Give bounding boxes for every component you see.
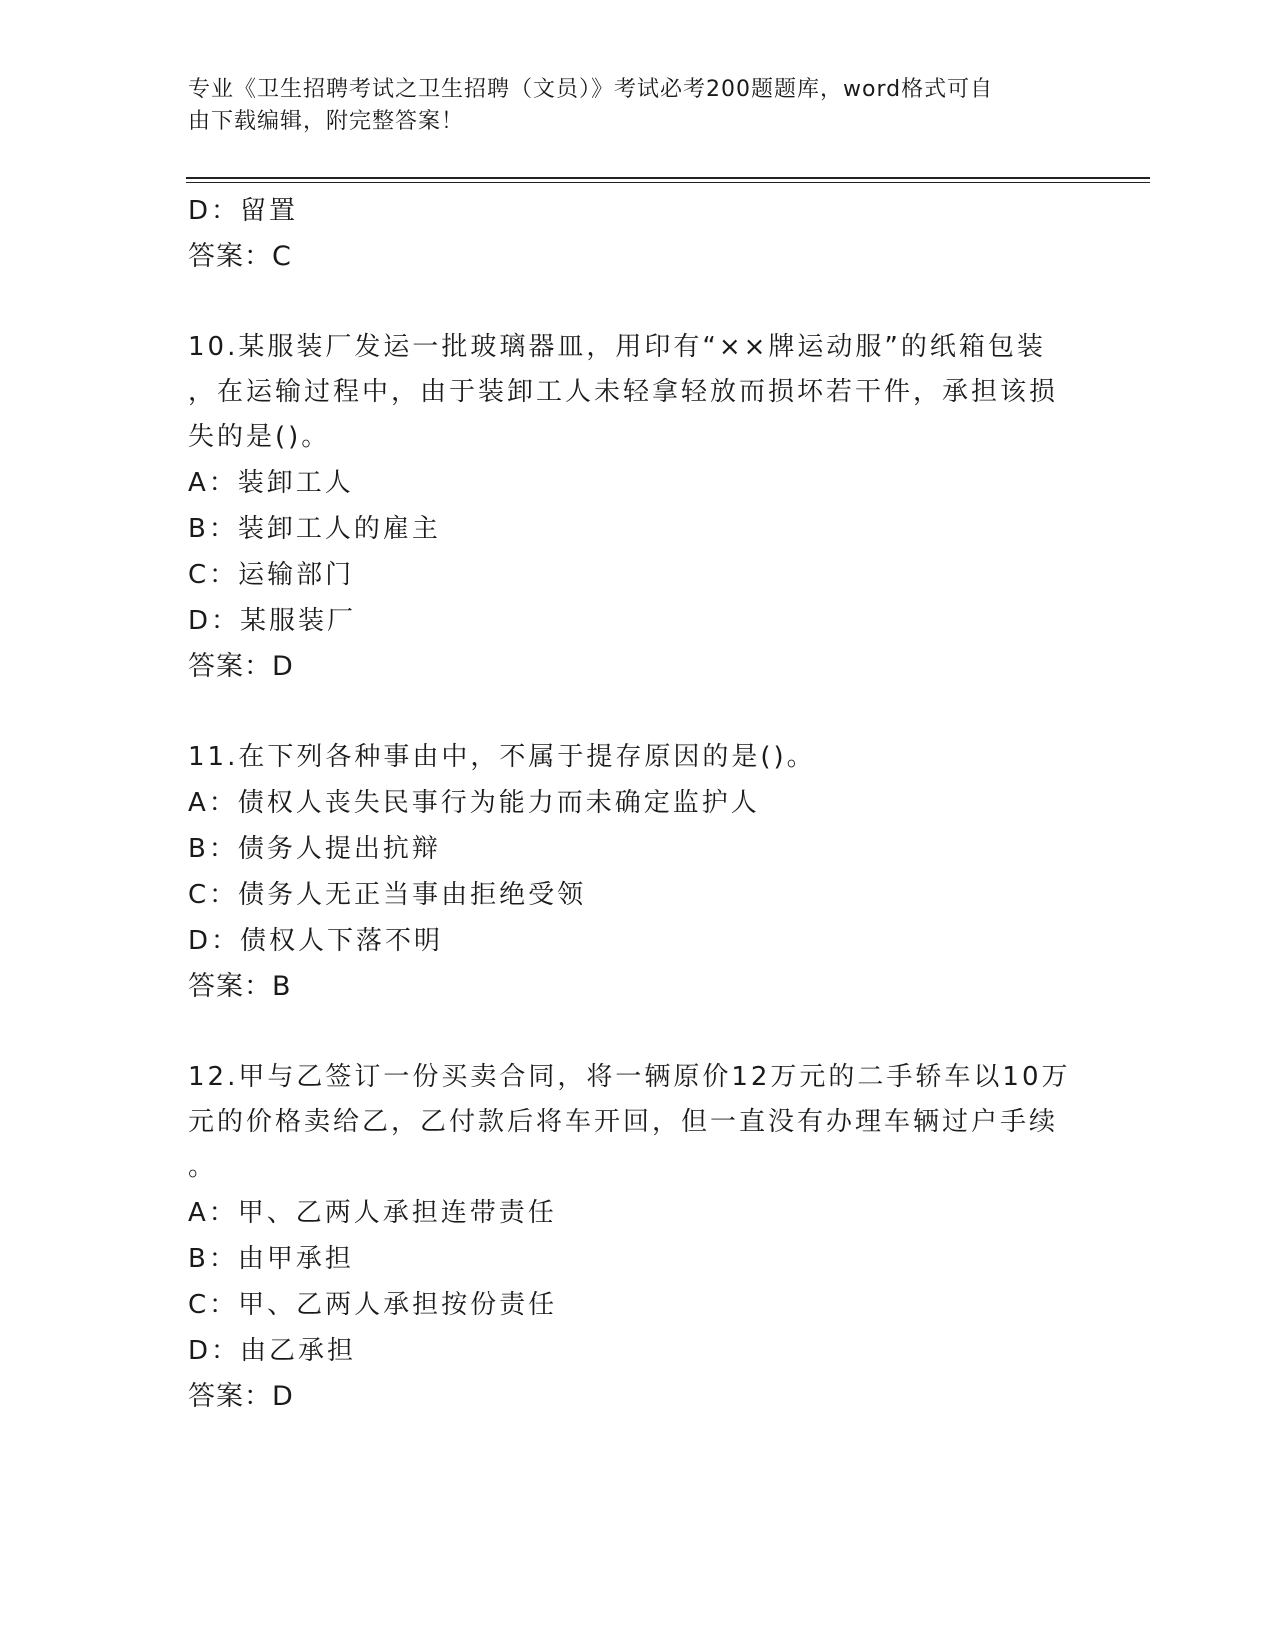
- option-c: C：甲、乙两人承担按份责任: [188, 1290, 558, 1320]
- option-a: A：装卸工人: [188, 468, 354, 498]
- header-divider-thick: [186, 177, 1150, 179]
- header-line-2: 由下载编辑，附完整答案！: [188, 109, 465, 134]
- question-text-line: 10.某服装厂发运一批玻璃器皿，用印有“××牌运动服”的纸箱包装: [188, 332, 1046, 362]
- prev-question-answer: 答案：C: [188, 241, 292, 272]
- question-text-line: ，在运输过程中，由于装卸工人未轻拿轻放而损坏若干件，承担该损: [188, 377, 1059, 407]
- spacer: [188, 1010, 1088, 1055]
- header-line-1: 专业《卫生招聘考试之卫生招聘（文员）》考试必考200题题库，word格式可自: [188, 77, 994, 102]
- prev-question-option-d: D：留置: [188, 196, 299, 226]
- answer: 答案：D: [188, 1381, 294, 1412]
- option-a: A：甲、乙两人承担连带责任: [188, 1198, 557, 1228]
- spacer: [188, 690, 1088, 735]
- spacer: [188, 280, 1088, 325]
- question-10: [188, 325, 1088, 690]
- question-content: [188, 188, 1088, 1420]
- option-d: D：某服装厂: [188, 606, 357, 636]
- option-c: C：债务人无正当事由拒绝受领: [188, 880, 587, 910]
- option-d: D：债权人下落不明: [188, 926, 444, 956]
- option-b: B：由甲承担: [188, 1244, 354, 1274]
- option-b: B：装卸工人的雇主: [188, 514, 441, 544]
- question-11: [188, 735, 1088, 1010]
- option-a: A：债权人丧失民事行为能力而未确定监护人: [188, 788, 760, 818]
- answer: 答案：D: [188, 651, 294, 682]
- option-b: B：债务人提出抗辩: [188, 834, 441, 864]
- header-divider-thin: [186, 182, 1150, 183]
- question-text-line: 11.在下列各种事由中，不属于提存原因的是()。: [188, 742, 816, 772]
- option-c: C：运输部门: [188, 560, 355, 590]
- question-text-line: 失的是()。: [188, 422, 331, 452]
- option-d: D：由乙承担: [188, 1336, 357, 1366]
- document-header: [188, 74, 1068, 138]
- question-12: [188, 1055, 1088, 1420]
- question-text-line: 元的价格卖给乙，乙付款后将车开回，但一直没有办理车辆过户手续: [188, 1107, 1059, 1137]
- question-text-line: 。: [188, 1152, 218, 1182]
- question-text-line: 12.甲与乙签订一份买卖合同，将一辆原价12万元的二手轿车以10万: [188, 1062, 1071, 1092]
- answer: 答案：B: [188, 971, 292, 1002]
